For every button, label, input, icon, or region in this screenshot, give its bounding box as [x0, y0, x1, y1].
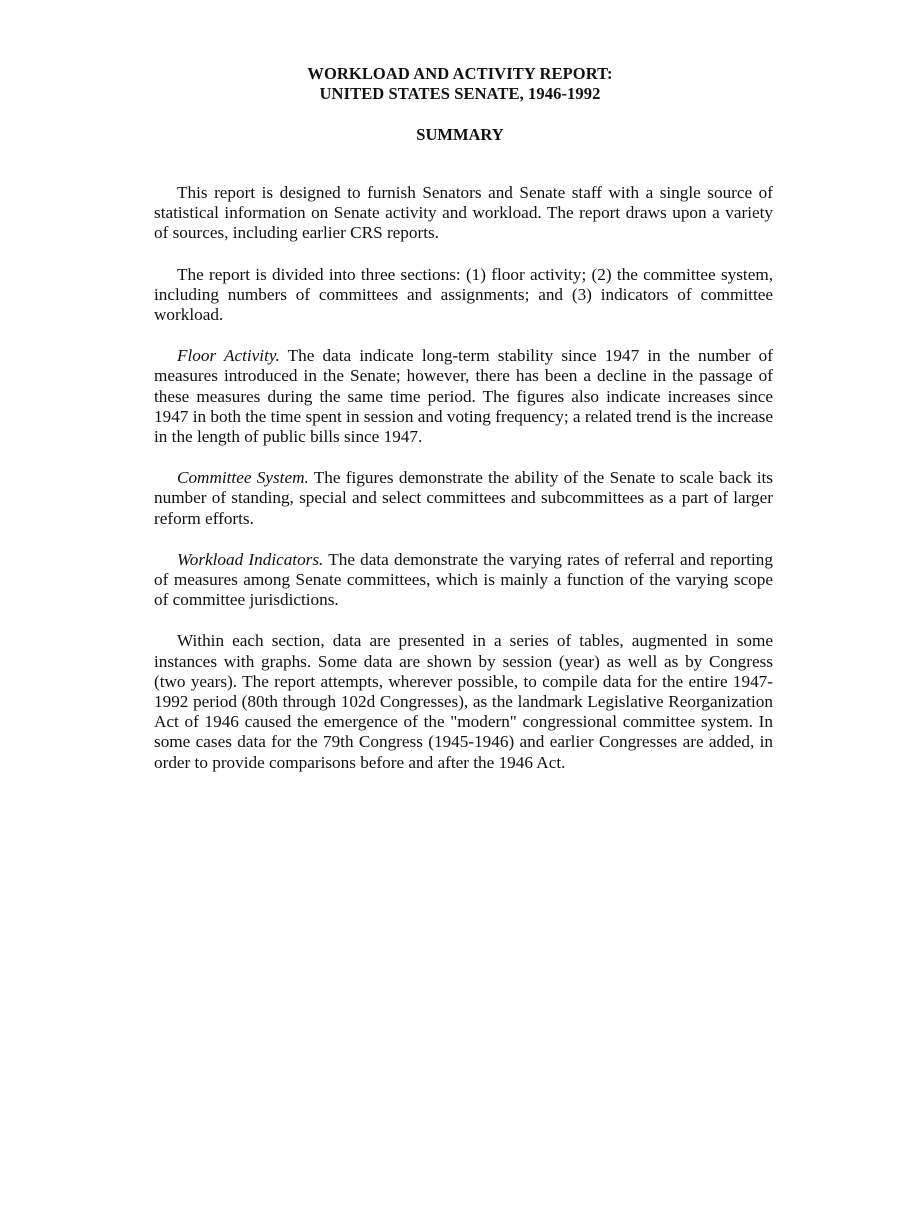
- paragraph-data-presentation: [154, 631, 773, 772]
- report-title-line-1: WORKLOAD AND ACTIVITY REPORT:: [307, 64, 613, 83]
- paragraph-workload-indicators: [154, 550, 773, 611]
- paragraph-data-presentation-text: Within each section, data are presented in a series of tables, augmented in some instances with graphs. Some data are shown by session (year) as well as by Congress (two years). The report attempts, wherever possible, to compile data for the entire 1947-1992 period (80th through 102d Congresses), as the landmark Legislative Reorganization Act of 1946 caused the emergence of the "modern" congressional committee system. In some cases data for the 79th Congress (1945-1946) and earlier Congresses are added, in order to provide comparisons before and after the 1946 Act.: [154, 631, 773, 772]
- floor-activity-lead: Floor Activity.: [177, 346, 280, 366]
- workload-indicators-text: The data demonstrate the varying rates of referral and reporting of measures among Senate committees, which is mainly a function of the varying scope of committee jurisdictions.: [154, 549, 773, 610]
- report-title-line-2: UNITED STATES SENATE, 1946-1992: [319, 84, 601, 103]
- committee-system-lead: Committee System.: [177, 468, 309, 488]
- summary-heading: SUMMARY: [416, 125, 504, 144]
- summary-body: [154, 183, 773, 794]
- paragraph-intro: [154, 183, 773, 244]
- floor-activity-text: The data indicate long-term stability since 1947 in the number of measures introduced in the Senate; however, there has been a decline in the passage of these measures during the same time period. The figures also indicate increases since 1947 in both the time spent in session and voting frequency; a related trend is the increase in the length of public bills since 1947.: [154, 346, 773, 447]
- report-title: [0, 64, 920, 104]
- paragraph-committee-system: [154, 468, 773, 529]
- paragraph-sections-text: The report is divided into three sections: (1) floor activity; (2) the committee system, including numbers of committees and assignments; and (3) indicators of committee workload.: [154, 264, 773, 325]
- paragraph-sections: [154, 265, 773, 326]
- paragraph-floor-activity: [154, 346, 773, 447]
- workload-indicators-lead: Workload Indicators.: [177, 549, 324, 569]
- paragraph-intro-text: This report is designed to furnish Senators and Senate staff with a single source of statistical information on Senate activity and workload. The report draws upon a variety of sources, including earlier CRS reports.: [154, 183, 773, 243]
- committee-system-text: The figures demonstrate the ability of the Senate to scale back its number of standing, special and select committees and subcommittees as a part of larger reform efforts.: [154, 468, 773, 528]
